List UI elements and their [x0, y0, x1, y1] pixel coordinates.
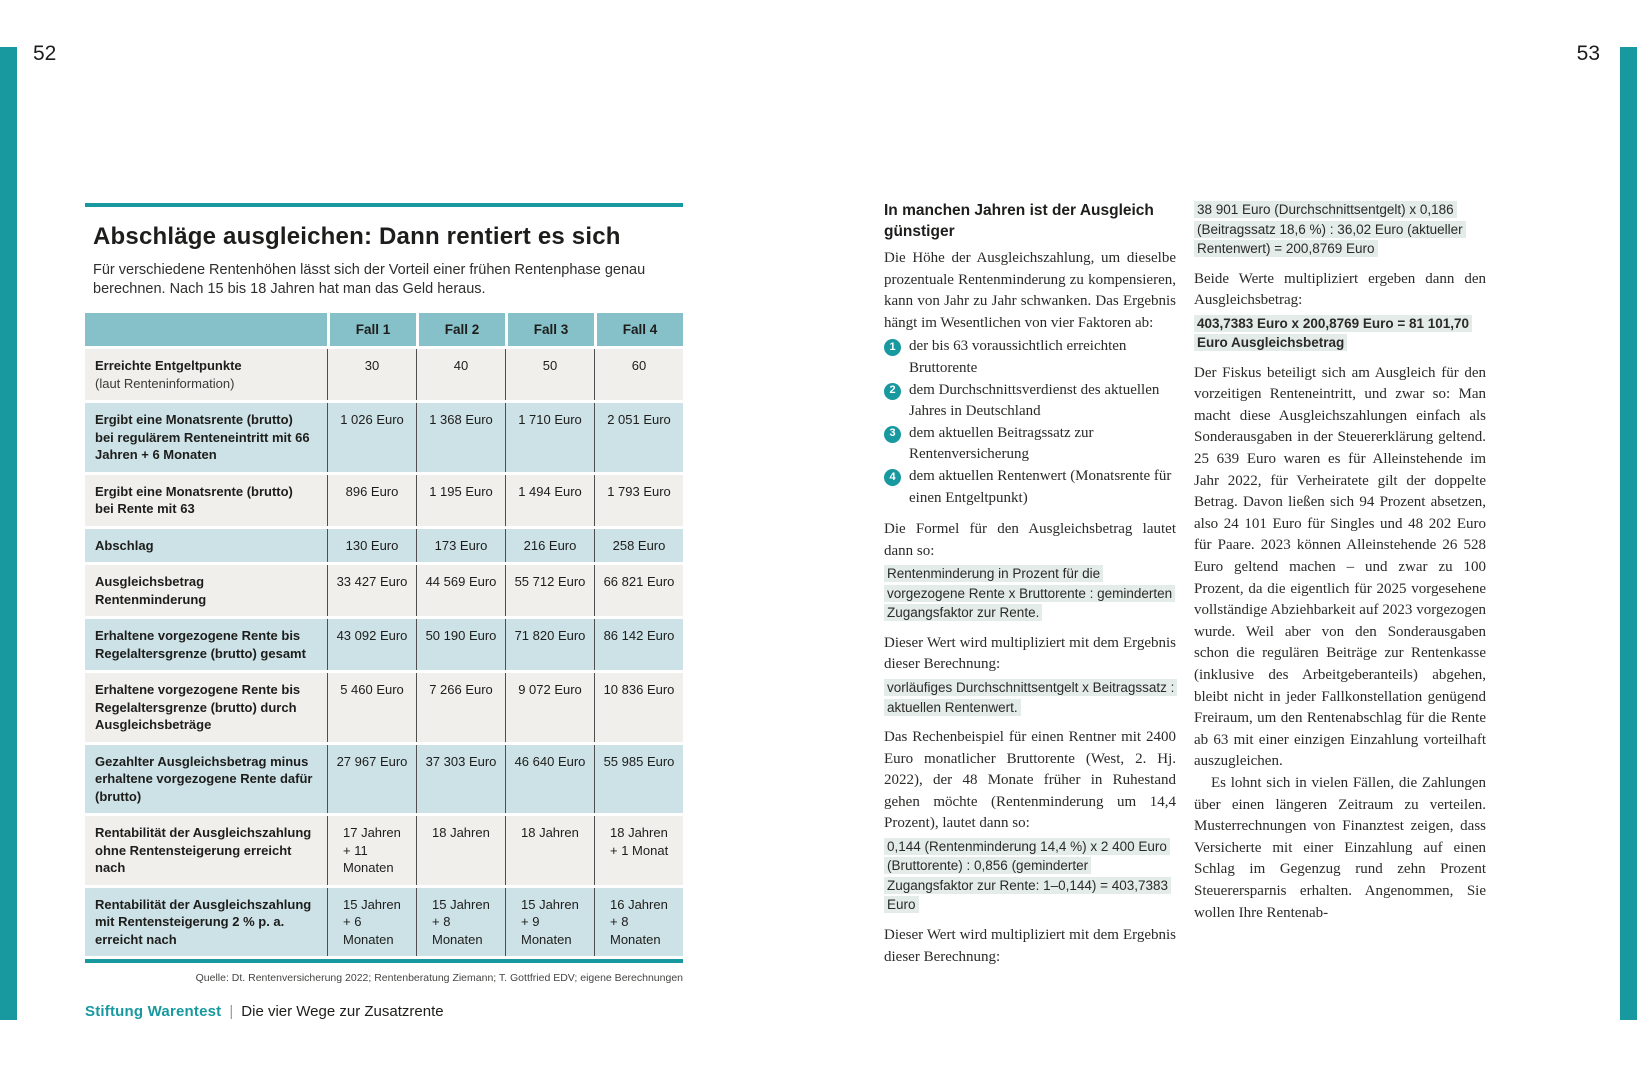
text-column-right — [1194, 200, 1486, 933]
factor-item — [884, 423, 1176, 466]
list-number-4-icon: 4 — [884, 469, 901, 486]
cell-value: 71 820 Euro — [505, 619, 594, 670]
row-label: Abschlag — [85, 529, 327, 563]
cell-value: 15 Jahren + 8 Monaten — [416, 888, 505, 957]
row-label: Ergibt eine Monatsrente (brutto) bei Rente mit 63 — [85, 475, 327, 526]
section-heading: In manchen Jahren ist der Ausgleich günstiger — [884, 202, 1154, 240]
cell-value: 16 Jahren + 8 Monaten — [594, 888, 683, 957]
factor-item — [884, 466, 1176, 509]
header-cell-fall4: Fall 4 — [594, 313, 683, 346]
cell-value: 27 967 Euro — [327, 745, 416, 814]
paragraph: Das Rechenbeispiel für einen Rentner mit 2400 Euro monatlicher Bruttorente (West, 2. Hj. 2022), der 48 Monate früher in Ruhestand gehen möchte (Rentenminderung um 14,4 Prozent), lautet dann so: — [884, 729, 1176, 832]
cell-value: 55 985 Euro — [594, 745, 683, 814]
cell-value: 9 072 Euro — [505, 673, 594, 742]
table-row — [85, 403, 683, 472]
factor-item — [884, 380, 1176, 423]
row-label: Ausgleichsbetrag Rentenminderung — [85, 565, 327, 616]
table-row — [85, 565, 683, 616]
table-source: Quelle: Dt. Rentenversicherung 2022; Rentenberatung Ziemann; T. Gottfried EDV; eigene Berechnungen — [195, 972, 683, 984]
row-sublabel: (laut Renteninformation) — [95, 375, 235, 391]
paragraph: Der Fiskus beteiligt sich am Ausgleich für den vorzeitigen Renteneintritt, und zwar so: Man macht diese Ausgleichszahlungen einfach als Sonderausgaben in der Steuererklärung geltend. 25 639 Euro waren es für Alleinstehende im Jahr 2022, für Verheiratete gilt der doppelte Betrag. Davon ließen sich 94 Prozent absetzen, also 24 101 Euro für Singles und 48 202 Euro für Paare. 2023 können Alleinstehende 26 528 Euro geltend machen – und zwar zu 100 Prozent, da die eigentlich für 2025 vorgesehene vollständige Abziehbarkeit auf 2023 vorgezogen wurde. Weil aber von den Sonderausgaben schon die regulären Beiträge zur Rentenkasse (inklusive des Arbeitgeberanteils) abgehen, bleibt nicht in jeder Fallkonstellation genügend Freiraum, um den Rentenabschlag für die Rente ab 63 mit einer einzigen Einzahlung vorteilhaft auszugleichen. — [1194, 364, 1486, 770]
cell-value: 33 427 Euro — [327, 565, 416, 616]
cell-value: 2 051 Euro — [594, 403, 683, 472]
table-row — [85, 673, 683, 742]
cell-value: 7 266 Euro — [416, 673, 505, 742]
table-row — [85, 529, 683, 563]
cell-value: 55 712 Euro — [505, 565, 594, 616]
cell-value: 37 303 Euro — [416, 745, 505, 814]
cell-value: 1 368 Euro — [416, 403, 505, 472]
cell-value: 1 195 Euro — [416, 475, 505, 526]
page-number-right: 53 — [1576, 42, 1600, 65]
table-row — [85, 619, 683, 670]
pension-table-block — [85, 203, 683, 984]
page-footer — [85, 1003, 444, 1020]
table-row — [85, 349, 683, 400]
table-row — [85, 745, 683, 814]
cell-value: 18 Jahren — [505, 816, 594, 885]
row-label: Rentabilität der Ausgleichszahlung mit Rentensteigerung 2 % p. a. erreicht nach — [85, 888, 327, 957]
cell-value: 130 Euro — [327, 529, 416, 563]
publication-title: Die vier Wege zur Zusatzrente — [241, 1003, 444, 1020]
formula-text: Rentenminderung in Prozent für die vorgezogene Rente x Bruttorente : geminderten Zugangsfaktor zur Rente. — [884, 565, 1175, 621]
header-cell-fall2: Fall 2 — [416, 313, 505, 346]
formula-text: 0,144 (Rentenminderung 14,4 %) x 2 400 Euro (Bruttorente) : 0,856 (geminderter Zugangsfaktor zur Rente: 1–0,144) = 403,7383 Euro — [884, 838, 1171, 914]
cell-value: 1 793 Euro — [594, 475, 683, 526]
paragraph: Die Formel für den Ausgleichsbetrag lautet dann so: — [884, 521, 1176, 559]
formula-text: vorläufiges Durchschnittsentgelt x Beitragssatz : aktuellen Rentenwert. — [884, 679, 1177, 716]
cell-value: 40 — [416, 349, 505, 400]
page-number-left: 52 — [33, 42, 57, 65]
header-cell-fall3: Fall 3 — [505, 313, 594, 346]
factor-text: dem Durchschnittsverdienst des aktuellen Jahres in Deutschland — [909, 381, 1160, 420]
cell-value: 15 Jahren + 6 Monaten — [327, 888, 416, 957]
table-title: Abschläge ausgleichen: Dann rentiert es sich — [93, 223, 621, 250]
list-number-2-icon: 2 — [884, 383, 901, 400]
row-label: Ergibt eine Monatsrente (brutto) bei regulärem Renteneintritt mit 66 Jahren + 6 Monaten — [85, 403, 327, 472]
table-top-rule — [85, 203, 683, 207]
table-row — [85, 475, 683, 526]
formula-highlight — [1194, 200, 1486, 259]
factor-text: der bis 63 voraussichtlich erreichten Bruttorente — [909, 338, 1127, 376]
paragraph: Die Höhe der Ausgleichszahlung, um dieselbe prozentuale Rentenminderung zu kompensieren, kann von Jahr zu Jahr schwanken. Das Ergebnis hängt im Wesentlichen von vier Faktoren ab: — [884, 250, 1176, 331]
row-label: Erhaltene vorgezogene Rente bis Regelaltersgrenze (brutto) durch Ausgleichsbeträge — [85, 673, 327, 742]
header-cell-empty — [85, 313, 327, 346]
row-label: Erhaltene vorgezogene Rente bis Regelaltersgrenze (brutto) gesamt — [85, 619, 327, 670]
footer-separator: | — [229, 1003, 234, 1020]
list-number-3-icon: 3 — [884, 426, 901, 443]
formula-highlight-result — [1194, 314, 1486, 353]
row-label: Rentabilität der Ausgleichszahlung ohne Rentensteigerung erreicht nach — [85, 816, 327, 885]
paragraph: Beide Werte multipliziert ergeben dann den Ausgleichsbetrag: — [1194, 270, 1486, 309]
cell-value: 46 640 Euro — [505, 745, 594, 814]
cell-value: 10 836 Euro — [594, 673, 683, 742]
cell-value: 50 190 Euro — [416, 619, 505, 670]
cell-value: 258 Euro — [594, 529, 683, 563]
brand-name: Stiftung Warentest — [85, 1003, 222, 1020]
cell-value: 66 821 Euro — [594, 565, 683, 616]
formula-text: 38 901 Euro (Durchschnittsentgelt) x 0,186 (Beitragssatz 18,6 %) : 36,02 Euro (aktueller Rentenwert) = 200,8769 Euro — [1194, 201, 1466, 257]
cell-value: 43 092 Euro — [327, 619, 416, 670]
factor-text: dem aktuellen Beitragssatz zur Rentenversicherung — [909, 424, 1094, 463]
factor-list — [884, 336, 1176, 509]
table-subtitle: Für verschiedene Rentenhöhen lässt sich der Vorteil einer frühen Rentenphase genau berechnen. Nach 15 bis 18 Jahren hat man das Geld heraus. — [93, 262, 646, 297]
cell-value: 896 Euro — [327, 475, 416, 526]
cell-value: 17 Jahren + 11 Monaten — [327, 816, 416, 885]
cell-value: 44 569 Euro — [416, 565, 505, 616]
cell-value: 18 Jahren — [416, 816, 505, 885]
paragraph: Es lohnt sich in vielen Fällen, die Zahlungen über einen längeren Zeitraum zu verteilen. Musterrechnungen von Finanztest zeigen, dass Versicherte mit einer Einzahlung auf einen Schlag im Gegenzug rund zehn Prozent Steuerersparnis erhalten. Angenommen, Sie wollen Ihre Rentenab- — [1194, 774, 1486, 921]
header-cell-fall1: Fall 1 — [327, 313, 416, 346]
cell-value: 1 710 Euro — [505, 403, 594, 472]
row-label: Gezahlter Ausgleichsbetrag minus erhaltene vorgezogene Rente dafür (brutto) — [85, 745, 327, 814]
right-accent-bar — [1620, 47, 1637, 1020]
text-column-left — [884, 200, 1176, 977]
factor-item — [884, 336, 1176, 379]
paragraph: Dieser Wert wird multipliziert mit dem Ergebnis dieser Berechnung: — [884, 634, 1176, 673]
formula-highlight — [884, 678, 1176, 717]
cell-value: 216 Euro — [505, 529, 594, 563]
formula-highlight — [884, 837, 1176, 915]
table-bottom-rule — [85, 959, 683, 963]
cell-value: 60 — [594, 349, 683, 400]
list-number-1-icon: 1 — [884, 339, 901, 356]
cell-value: 1 494 Euro — [505, 475, 594, 526]
table-header-row — [85, 313, 683, 346]
factor-text: dem aktuellen Rentenwert (Monatsrente für einen Entgeltpunkt) — [909, 467, 1172, 506]
paragraph: Dieser Wert wird multipliziert mit dem Ergebnis dieser Berechnung: — [884, 926, 1176, 965]
row-label: Erreichte Entgeltpunkte — [95, 358, 242, 373]
cell-value: 86 142 Euro — [594, 619, 683, 670]
cell-value: 50 — [505, 349, 594, 400]
formula-text: 403,7383 Euro x 200,8769 Euro = 81 101,70 Euro Ausgleichsbetrag — [1194, 315, 1472, 352]
cell-value: 5 460 Euro — [327, 673, 416, 742]
cell-value: 15 Jahren + 9 Monaten — [505, 888, 594, 957]
cell-value: 173 Euro — [416, 529, 505, 563]
cell-value: 18 Jahren + 1 Monat — [594, 816, 683, 885]
cell-value: 1 026 Euro — [327, 403, 416, 472]
table-row — [85, 816, 683, 885]
cell-value: 30 — [327, 349, 416, 400]
table-row — [85, 888, 683, 957]
left-accent-bar — [0, 47, 17, 1020]
formula-highlight — [884, 564, 1176, 623]
